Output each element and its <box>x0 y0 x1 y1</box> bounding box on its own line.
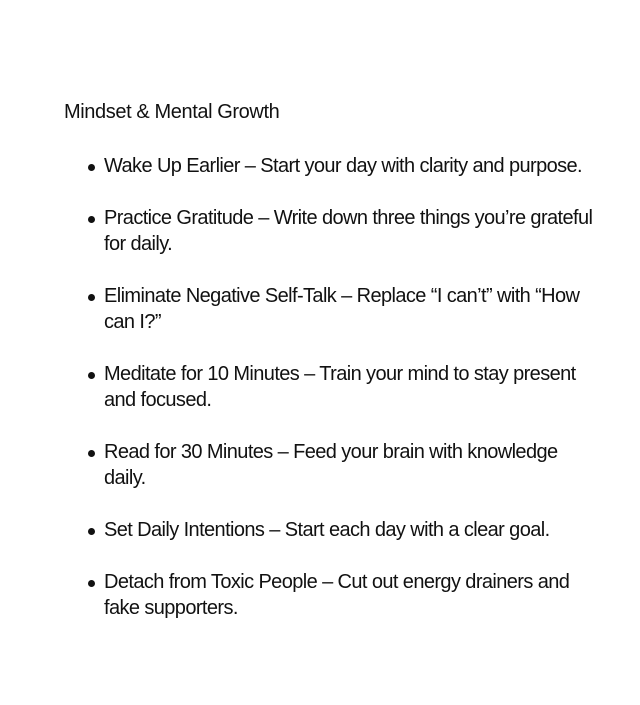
list-item-text: Detach from Toxic People – Cut out energy drainers and fake supporters. <box>104 571 570 619</box>
bullet-dot-icon <box>88 528 95 535</box>
list-item <box>83 361 603 413</box>
list-item-text: Practice Gratitude – Write down three things you’re grateful for daily. <box>104 207 593 255</box>
list-item-text: Read for 30 Minutes – Feed your brain with knowledge daily. <box>104 441 558 489</box>
bullet-dot-icon <box>88 450 95 457</box>
bullet-dot-icon <box>88 294 95 301</box>
list-item-text: Eliminate Negative Self-Talk – Replace “I can’t” with “How can I?” <box>104 285 580 333</box>
bullet-dot-icon <box>88 580 95 587</box>
list-item <box>83 517 603 543</box>
list-item <box>83 569 603 621</box>
list-item-text: Wake Up Earlier – Start your day with clarity and purpose. <box>104 155 583 177</box>
list-item-text: Meditate for 10 Minutes – Train your mind to stay present and focused. <box>104 363 576 411</box>
bullet-dot-icon <box>88 164 95 171</box>
list-item <box>83 205 603 257</box>
list-item <box>83 439 603 491</box>
bullet-dot-icon <box>88 216 95 223</box>
habit-list <box>83 153 603 647</box>
list-item <box>83 283 603 335</box>
section-title: Mindset & Mental Growth <box>64 101 280 123</box>
list-item <box>83 153 603 179</box>
list-item-text: Set Daily Intentions – Start each day with a clear goal. <box>104 519 550 541</box>
bullet-dot-icon <box>88 372 95 379</box>
